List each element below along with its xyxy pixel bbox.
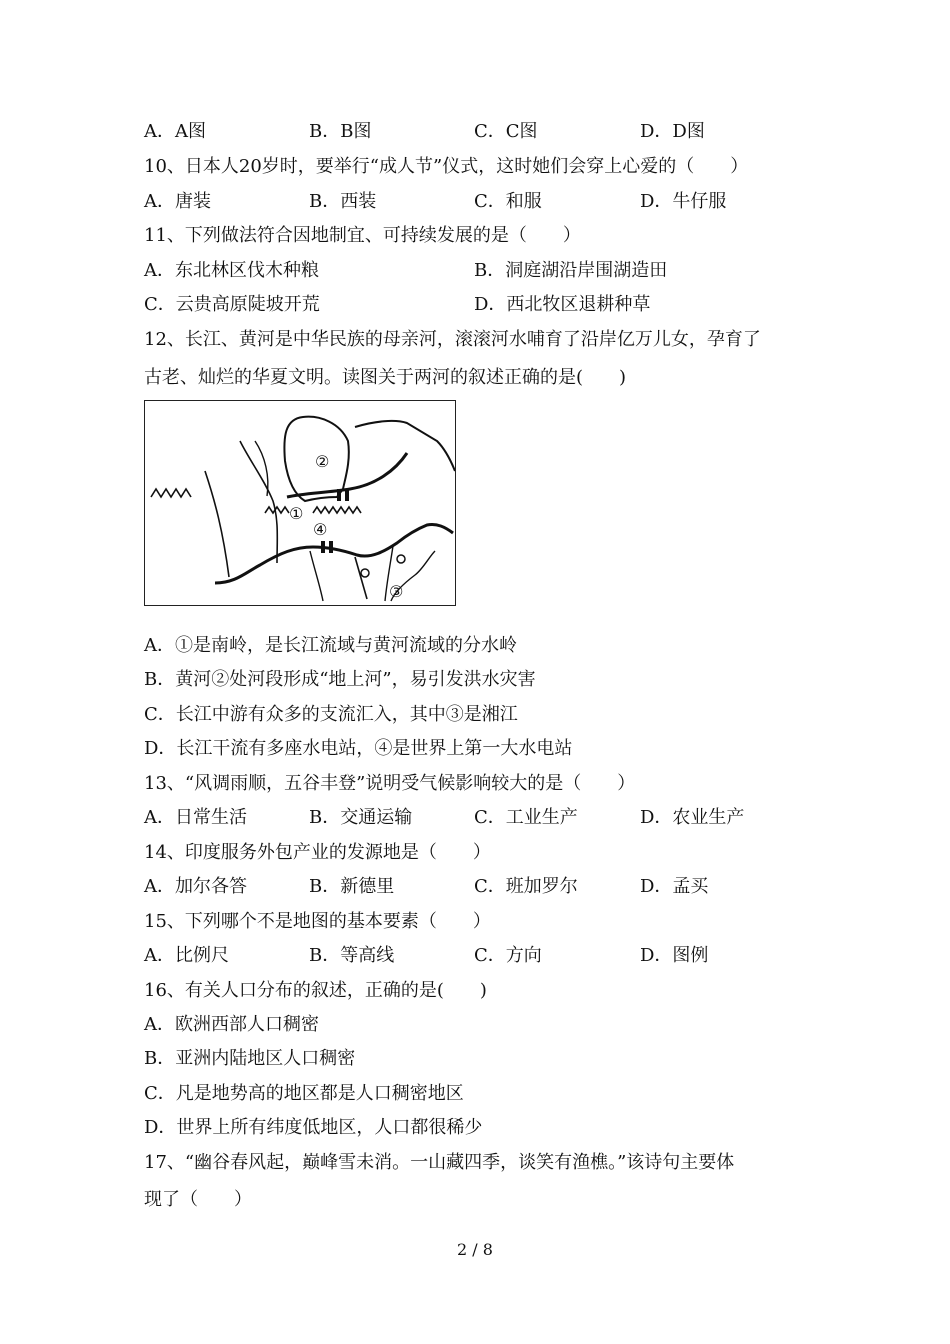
q15-option-a: A．比例尺 xyxy=(144,945,229,966)
q16-stem: 16、有关人口分布的叙述，正确的是( ) xyxy=(144,980,487,1001)
q14-option-a: A．加尔各答 xyxy=(144,876,247,897)
q10-option-a: A．唐装 xyxy=(144,191,211,212)
q16-option-d: D．世界上所有纬度低地区，人口都很稀少 xyxy=(144,1117,483,1138)
q9-option-a: A．A图 xyxy=(144,121,206,142)
map-label-4: ④ xyxy=(313,520,328,539)
q11-option-d: D．西北牧区退耕种草 xyxy=(474,294,651,315)
q14-option-c: C．班加罗尔 xyxy=(474,876,578,897)
q11-option-b: B．洞庭湖沿岸围湖造田 xyxy=(474,260,668,281)
q12-option-a: A．①是南岭，是长江流域与黄河流域的分水岭 xyxy=(144,635,517,656)
q11-stem: 11、下列做法符合因地制宜、可持续发展的是（ ） xyxy=(144,225,581,246)
q13-option-d: D．农业生产 xyxy=(640,807,745,828)
q11-option-c: C．云贵高原陡坡开荒 xyxy=(144,294,320,315)
map-label-1: ① xyxy=(289,504,304,523)
river-map xyxy=(144,400,456,606)
q10-option-d: D．牛仔服 xyxy=(640,191,727,212)
q9-option-c: C．C图 xyxy=(474,121,538,142)
q15-stem: 15、下列哪个不是地图的基本要素（ ） xyxy=(144,911,491,932)
q12-stem-line2: 古老、灿烂的华夏文明。读图关于两河的叙述正确的是( ) xyxy=(144,367,627,388)
q14-stem: 14、印度服务外包产业的发源地是（ ） xyxy=(144,842,491,863)
q13-option-c: C．工业生产 xyxy=(474,807,578,828)
q16-option-b: B．亚洲内陆地区人口稠密 xyxy=(144,1048,356,1069)
q9-option-b: B．B图 xyxy=(309,121,372,142)
q10-option-b: B．西装 xyxy=(309,191,377,212)
q12-option-b: B．黄河②处河段形成“地上河”，易引发洪水灾害 xyxy=(144,669,536,690)
map-label-3: ③ xyxy=(389,582,404,601)
q15-option-c: C．方向 xyxy=(474,945,542,966)
q15-option-b: B．等高线 xyxy=(309,945,395,966)
map-label-2: ② xyxy=(315,452,330,471)
q16-option-a: A．欧洲西部人口稠密 xyxy=(144,1014,319,1035)
q13-option-b: B．交通运输 xyxy=(309,807,413,828)
q12-option-d: D．长江干流有多座水电站，④是世界上第一大水电站 xyxy=(144,738,573,759)
page-number: 2 / 8 xyxy=(457,1240,493,1259)
q14-option-d: D．孟买 xyxy=(640,876,709,897)
q11-option-a: A．东北林区伐木种粮 xyxy=(144,260,319,281)
river-map-drawing xyxy=(145,401,455,605)
q12-stem-line1: 12、长江、黄河是中华民族的母亲河，滚滚河水哺育了沿岸亿万儿女，孕育了 xyxy=(144,329,761,350)
q12-option-c: C．长江中游有众多的支流汇入，其中③是湘江 xyxy=(144,704,518,725)
q15-option-d: D．图例 xyxy=(640,945,709,966)
q10-stem: 10、日本人20岁时，要举行“成人节”仪式，这时她们会穿上心爱的（ ） xyxy=(144,156,749,177)
q9-option-d: D．D图 xyxy=(640,121,705,142)
q17-stem-line1: 17、“幽谷春风起，巅峰雪未消。一山藏四季，谈笑有渔樵。”该诗句主要体 xyxy=(144,1152,735,1173)
q16-option-c: C．凡是地势高的地区都是人口稠密地区 xyxy=(144,1083,464,1104)
q14-option-b: B．新德里 xyxy=(309,876,395,897)
q17-stem-line2: 现了（ ） xyxy=(144,1189,252,1210)
q13-option-a: A．日常生活 xyxy=(144,807,247,828)
q13-stem: 13、“风调雨顺，五谷丰登”说明受气候影响较大的是（ ） xyxy=(144,773,636,794)
q10-option-c: C．和服 xyxy=(474,191,542,212)
